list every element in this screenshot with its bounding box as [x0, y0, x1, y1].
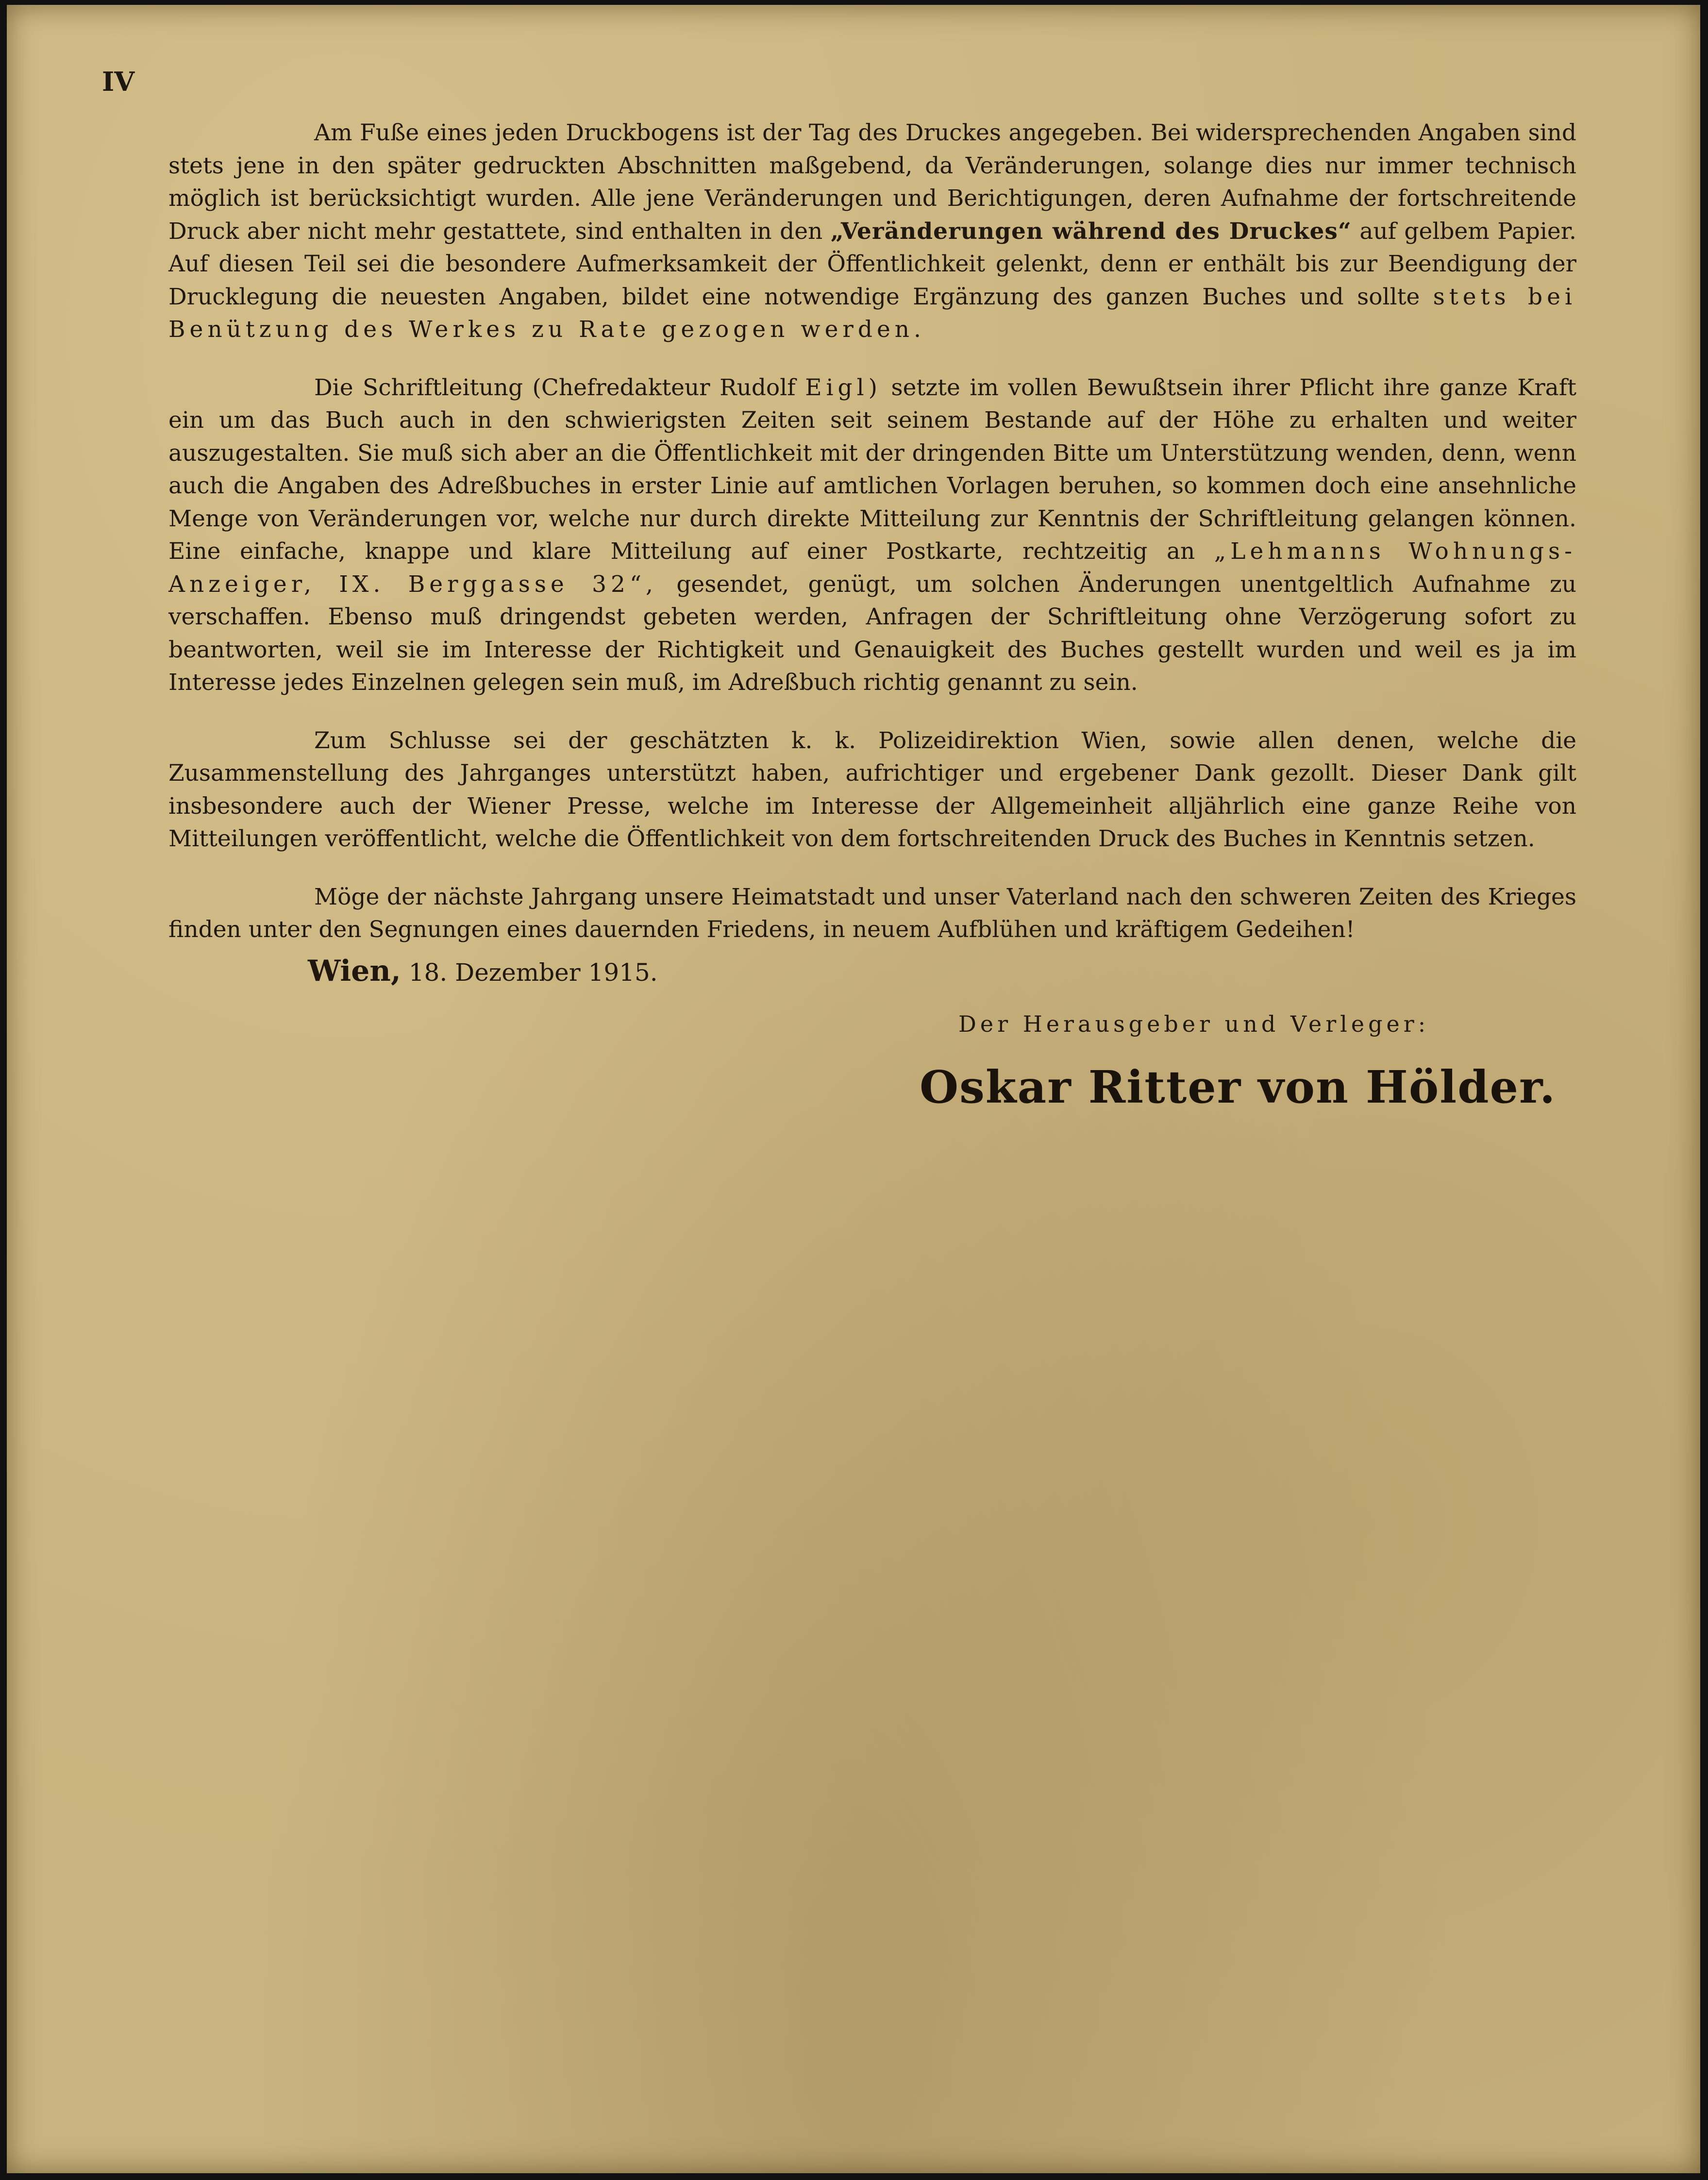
paragraph-dank: Zum Schlusse sei der geschätzten k. k. Polizeidirektion Wien, sowie allen denen, welche die Zusammenstellung des Jahrganges unterstützt haben, aufrichtiger und ergebener Dank gezollt. Dieser Dank gilt insbesondere auch der Wiener Presse, welche im Interesse der Allgemeinheit alljährlich eine ganze Reihe von Mitteilungen veröffentlicht, welche die Öffentlichkeit von dem fortschreitenden Druck des Buches in Kenntnis setzen. [168, 727, 1576, 852]
publisher-signature: Oskar Ritter von Hölder. [920, 1061, 1557, 1113]
paragraph-2-part-3: gesendet, genügt, um solchen Änderungen unentgeltlich Aufnahme zu verschaffen. Ebenso muß dringendst gebeten werden, Anfragen der Schriftleitung ohne Verzögerung sofort zu beantworten, weil sie im Interesse der Richtigkeit und Genauigkeit des Buches gestellt wurden und weil es ja im Interesse jedes Einzelnen gelegen sein muß, im Adreßbuch richtig genannt zu sein. [168, 570, 1576, 696]
paragraph-2-name: Eigl) [805, 374, 882, 401]
paragraph-wunsch: Möge der nächste Jahrgang unsere Heimatstadt und unser Vaterland nach den schweren Zeiten des Krieges finden unter den Segnungen eines dauernden Friedens, in neuem Aufblühen und kräftigem Gedeihen! [168, 883, 1576, 943]
paragraph-1-spaced-ending: stets bei Benützung des Werkes zu Rate gezogen werden. [168, 283, 1576, 343]
publisher-label: Der Herausgeber und Verleger: [958, 1011, 1430, 1037]
dateline [308, 954, 658, 988]
paragraph-1-emphasis: „Veränderungen während des Druckes“ [830, 218, 1352, 245]
paragraph-2-address: „Lehmanns Wohnungs-Anzeiger, IX. Berggasse 32“, [168, 538, 1576, 598]
paragraph-1-part-2: auf gelbem Papier. Auf diesen Teil sei die besondere Aufmerksamkeit der Öffentlichkeit gelenkt, denn er enthält bis zur Beendigung der Drucklegung die neuesten Angaben, bildet eine notwendige Ergänzung des ganzen Buches und sollte [168, 218, 1576, 310]
paragraph-druckbogen [168, 117, 1576, 346]
paragraph-2-part-1: Die Schriftleitung (Chefredakteur Rudolf [314, 374, 796, 401]
dateline-city: Wien, [308, 954, 401, 988]
paragraph-schriftleitung [168, 371, 1576, 699]
body-text [168, 117, 1576, 972]
paragraph-1-part-1: Am Fuße eines jeden Druckbogens ist der Tag des Druckes angegeben. Bei widersprechenden Angaben sind stets jene in den später gedruckten Abschnitten maßgebend, da Veränderungen, solange dies nur immer technisch möglich ist berücksichtigt wurden. Alle jene Veränderungen und Berichtigungen, deren Aufnahme der fortschreitende Druck aber nicht mehr gestattete, sind enthalten in den [168, 119, 1576, 245]
paragraph-2-part-2: setzte im vollen Bewußtsein ihrer Pflicht ihre ganze Kraft ein um das Buch auch in den schwierigsten Zeiten seit seinem Bestande auf der Höhe zu erhalten und weiter auszugestalten. Sie muß sich aber an die Öffentlichkeit mit der dringenden Bitte um Unterstützung wenden, denn, wenn auch die Angaben des Adreßbuches in erster Linie auf amtlichen Vorlagen beruhen, so kommen doch eine ansehnliche Menge von Veränderungen vor, welche nur durch direkte Mitteilung zur Kenntnis der Schriftleitung gelangen können. Eine einfache, knappe und klare Mitteilung auf einer Postkarte, rechtzeitig an [168, 374, 1576, 565]
dateline-date: 18. Dezember 1915. [408, 958, 658, 987]
page-sheet [7, 5, 1700, 2173]
page-number: IV [102, 66, 135, 97]
